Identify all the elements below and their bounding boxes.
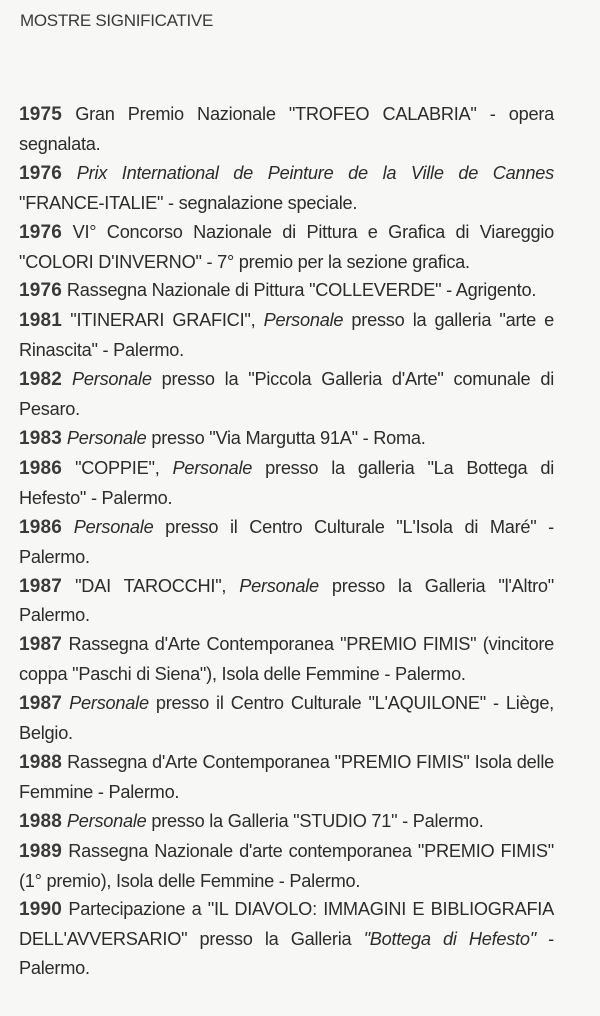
entry-text: presso il Centro Culturale "L'Isola di Maré" - Palermo.	[19, 516, 554, 567]
entry-year: 1989	[19, 840, 63, 862]
entry-text: presso la Galleria "l'Altro" Palermo.	[19, 575, 554, 626]
entry-italic-text: Personale	[66, 427, 147, 448]
section-title: MOSTRE SIGNIFICATIVE	[20, 11, 213, 30]
exhibition-entry	[19, 689, 554, 748]
entry-year: 1982	[19, 369, 63, 391]
entry-italic-text: "Bottega di Hefesto"	[363, 929, 536, 950]
entry-text: presso "Via Margutta 91A" - Roma.	[146, 427, 426, 448]
entry-text: - Palermo.	[19, 929, 554, 979]
entry-text: VI° Concorso Nazionale di Pittura e Grafica di Viareggio "COLORI D'INVERNO" - 7° premio per la sezione grafica.	[19, 221, 554, 272]
entry-text: Rassegna d'Arte Contemporanea "PREMIO FIMIS" Isola delle Femmine - Palermo.	[19, 751, 554, 802]
entry-year: 1976	[19, 280, 63, 302]
entry-year: 1986	[19, 516, 63, 538]
entry-italic-text: Personale	[263, 310, 344, 331]
entry-text: presso la galleria "La Bottega di Hefesto" - Palermo.	[19, 457, 554, 508]
exhibition-entry	[19, 454, 554, 513]
entry-italic-text: Personale	[69, 693, 149, 714]
exhibition-entry	[19, 895, 554, 983]
entry-italic-text: Personale	[239, 575, 319, 596]
exhibition-entry	[19, 159, 554, 218]
exhibition-entry	[19, 100, 554, 159]
exhibition-entry	[19, 276, 554, 306]
entry-year: 1990	[19, 899, 63, 921]
exhibition-entry	[19, 572, 554, 631]
entry-text: presso la Galleria "STUDIO 71" - Palermo.	[146, 810, 484, 831]
exhibition-list	[19, 100, 554, 983]
entry-year: 1976	[19, 221, 63, 243]
entry-text	[62, 369, 72, 389]
entry-year: 1975	[19, 104, 63, 125]
exhibition-entry	[19, 424, 554, 454]
entry-text: Rassegna Nazionale d'arte contemporanea "PREMIO FIMIS" (1° premio), Isola delle Femmine - Palermo.	[19, 840, 554, 891]
entry-year: 1976	[19, 162, 63, 184]
entry-year: 1986	[19, 457, 63, 479]
entry-italic-text: Personale	[72, 369, 152, 390]
exhibition-entry	[19, 630, 554, 689]
entry-text: Rassegna Nazionale di Pittura "COLLEVERDE" - Agrigento.	[62, 280, 537, 301]
entry-text: Partecipazione a "IL DIAVOLO: IMMAGINI E BIBLIOGRAFIA DELL'AVVERSARIO" presso la Galleria	[19, 899, 554, 950]
exhibition-entry	[19, 513, 554, 572]
exhibition-entry	[19, 748, 554, 807]
entry-text: Rassegna d'Arte Contemporanea "PREMIO FIMIS" (vincitore coppa "Paschi di Siena"), Isola delle Femmine - Palermo.	[19, 634, 554, 685]
entry-year: 1988	[19, 751, 63, 773]
entry-year: 1987	[19, 634, 63, 656]
entry-italic-text: Personale	[73, 516, 154, 537]
entry-text	[62, 517, 74, 537]
entry-text	[62, 163, 77, 183]
entry-text: presso la galleria "arte e Rinascita" - Palermo.	[19, 310, 554, 361]
entry-year: 1988	[19, 810, 63, 832]
exhibition-entry	[19, 218, 554, 277]
entry-italic-text: Prix International de Peinture de la Ville de Cannes	[76, 162, 554, 183]
entry-text: "FRANCE-ITALIE" - segnalazione speciale.	[19, 192, 358, 213]
entry-year: 1987	[19, 693, 63, 715]
entry-year: 1987	[19, 575, 63, 597]
entry-text: "DAI TAROCCHI",	[62, 575, 240, 596]
entry-text: Gran Premio Nazionale "TROFEO CALABRIA" - opera segnalata.	[19, 104, 554, 154]
entry-italic-text: Personale	[172, 457, 253, 478]
entry-text: "COPPIE",	[62, 457, 173, 478]
entry-text: "ITINERARI GRAFICI",	[62, 310, 264, 331]
entry-year: 1983	[19, 427, 63, 449]
entry-text: presso la "Piccola Galleria d'Arte" comunale di Pesaro.	[19, 369, 554, 420]
exhibition-entry	[19, 837, 554, 896]
entry-italic-text: Personale	[66, 810, 147, 831]
exhibition-entry	[19, 807, 554, 837]
entry-text: presso il Centro Culturale "L'AQUILONE" - Liège, Belgio.	[19, 693, 554, 744]
exhibition-entry	[19, 306, 554, 365]
entry-year: 1981	[19, 310, 63, 332]
exhibition-entry	[19, 365, 554, 424]
